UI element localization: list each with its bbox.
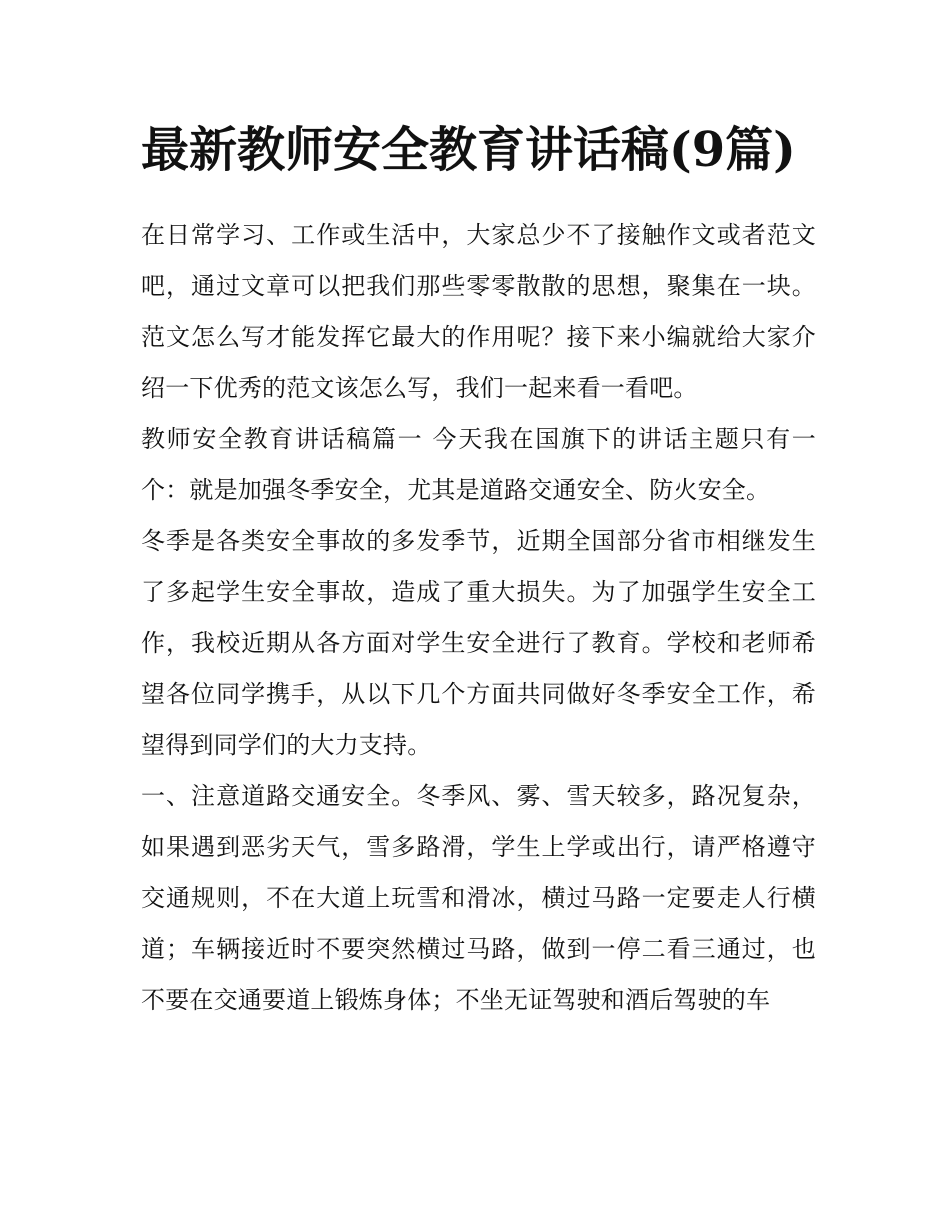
paragraph-winter-safety: 冬季是各类安全事故的多发季节，近期全国部分省市相继发生了多起学生安全事故，造成了重大损失。为了加强学生安全工作，我校近期从各方面对学生安全进行了教育。学校和老师希望各位同学携手，从以下几个方面共同做好冬季安全工作，希望得到同学们的大力支持。 <box>141 527 816 759</box>
paragraph-speech-opening: 教师安全教育讲话稿篇一 今天我在国旗下的讲话主题只有一个：就是加强冬季安全，尤其是道路交通安全、防火安全。 <box>141 425 816 504</box>
document-title: 最新教师安全教育讲话稿(9篇) <box>141 122 796 178</box>
document-body <box>141 112 816 1026</box>
paragraph-traffic-safety: 一、注意道路交通安全。冬季风、雾、雪天较多，路况复杂，如果遇到恶劣天气，雪多路滑，学生上学或出行，请严格遵守交通规则，不在大道上玩雪和滑冰，横过马路一定要走人行横道；车辆接近时不要突然横过马路，做到一停二看三通过，也不要在交通要道上锻炼身体；不坐无证驾驶和酒后驾驶的车 <box>141 782 816 1014</box>
paragraph-intro: 在日常学习、工作或生活中，大家总少不了接触作文或者范文吧，通过文章可以把我们那些零零散散的思想，聚集在一块。范文怎么写才能发挥它最大的作用呢？接下来小编就给大家介绍一下优秀的范文该怎么写，我们一起来看一看吧。 <box>141 221 816 402</box>
